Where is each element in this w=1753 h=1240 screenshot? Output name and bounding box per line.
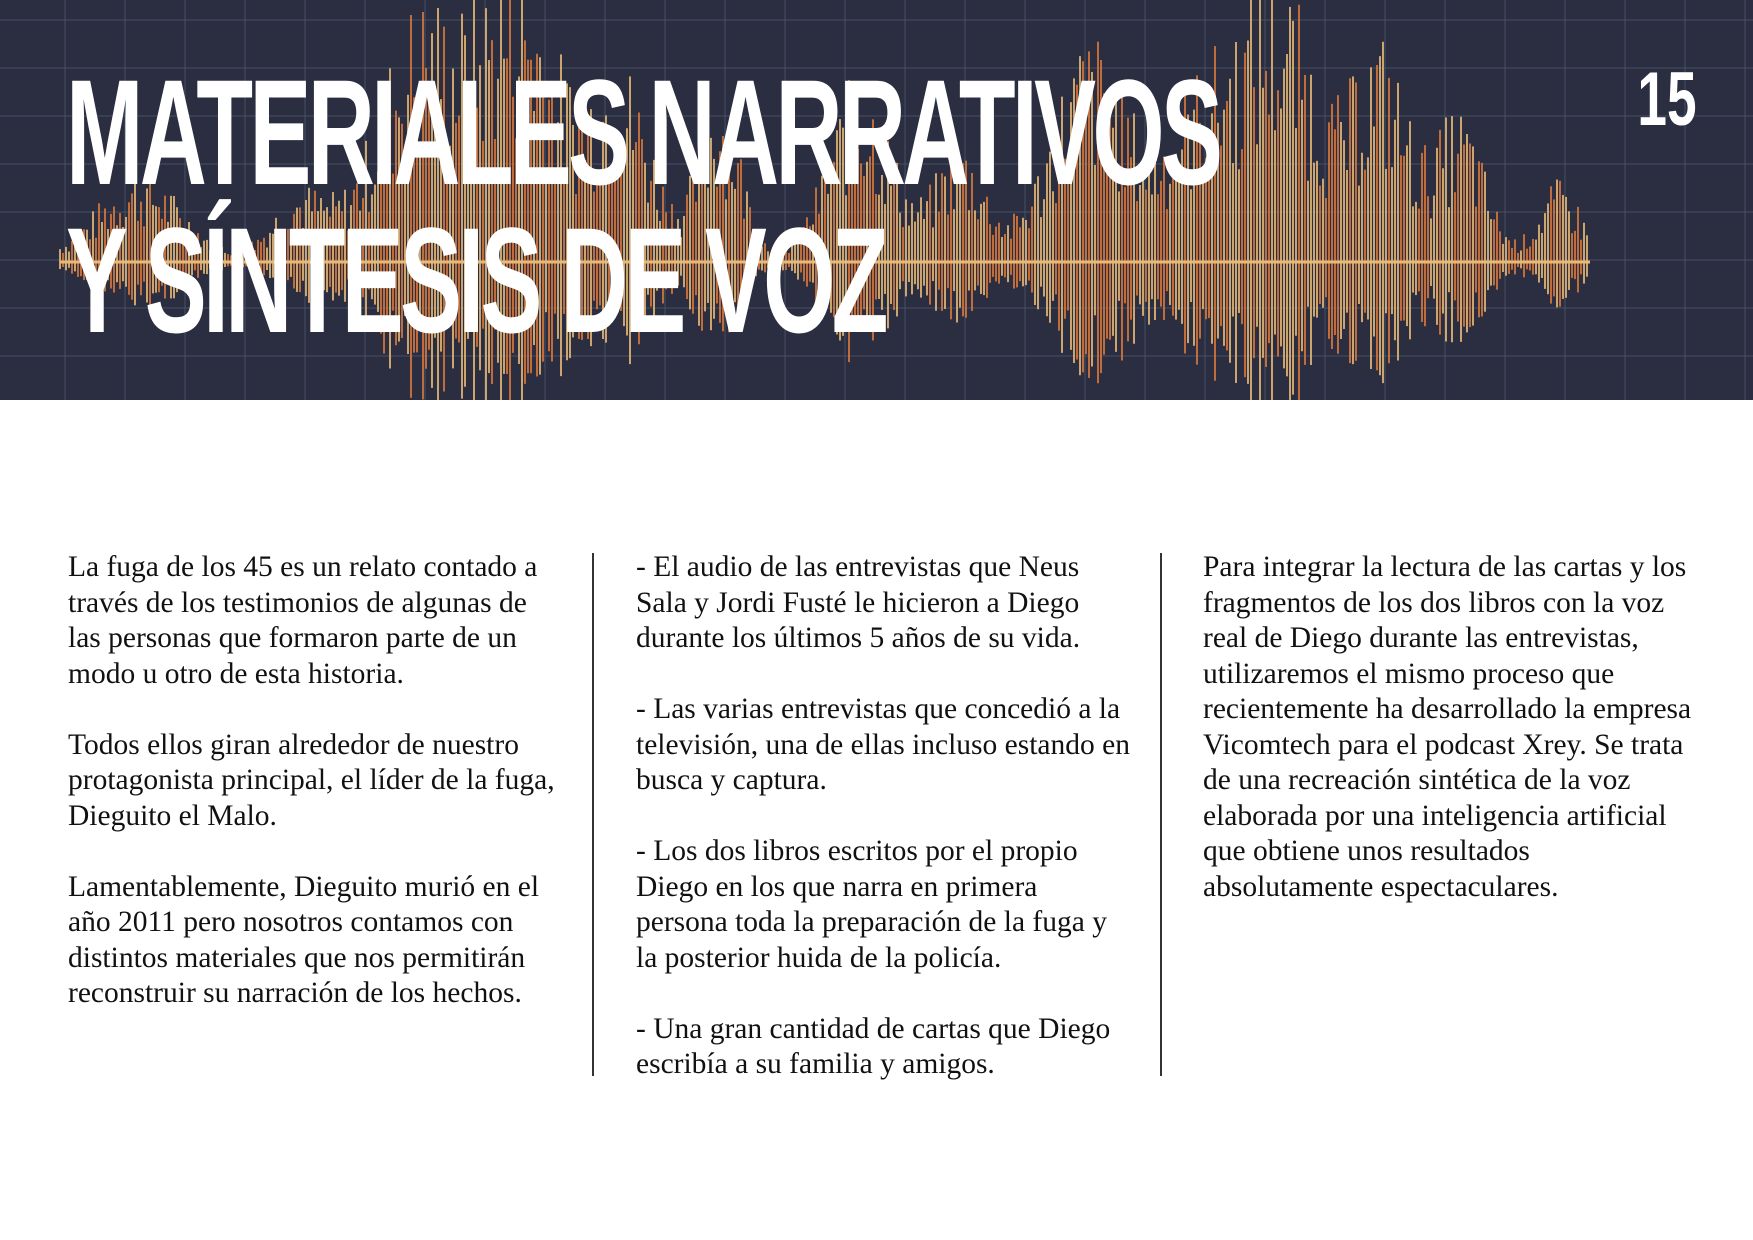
paragraph: - El audio de las entrevistas que Neus Sala y Jordi Fusté le hicieron a Diego durante los últimos 5 años de su vida. [636,551,1081,654]
text-column-2 [636,550,1131,1118]
paragraph: - Los dos libros escritos por el propio Diego en los que narra en primera persona toda la preparación de la fuga y la posterior huida de la policía. [636,835,1107,974]
title-line-1: MATERIALES NARRATIVOS [66,48,1220,216]
column-divider [592,553,594,1076]
paragraph: Todos ellos giran alrededor de nuestro protagonista principal, el líder de la fuga, Dieguito el Malo. [68,728,555,832]
text-column-1 [68,550,558,1047]
page-title [66,48,1220,364]
paragraph: Lamentablemente, Dieguito murió en el año 2011 pero nosotros contamos con distintos materiales que nos permitirán reconstruir su narración de los hechos. [68,870,540,1009]
paragraph: Para integrar la lectura de las cartas y los fragmentos de los dos libros con la voz real de Diego durante las entrevistas, utilizaremos el mismo proceso que recientemente ha desarrollado la empresa Vicomtech para el podcast Xrey. Se trata de una recreación sintética de la voz elaborada por una inteligencia artificial que obtiene unos resultados absolutamente espectaculares. [1203,551,1692,903]
header-banner [0,0,1753,400]
text-column-3 [1203,550,1703,941]
paragraph: - Una gran cantidad de cartas que Diego escribía a su familia y amigos. [636,1012,1111,1080]
column-divider [1160,553,1162,1076]
paragraph: La fuga de los 45 es un relato contado a través de los testimonios de algunas de las personas que formaron parte de un modo u otro de esta historia. [68,551,538,690]
paragraph: - Las varias entrevistas que concedió a la televisión, una de ellas incluso estando en busca y captura. [636,693,1130,796]
page-number: 15 [1637,57,1697,142]
title-line-2: Y SÍNTESIS DE VOZ [66,196,885,364]
